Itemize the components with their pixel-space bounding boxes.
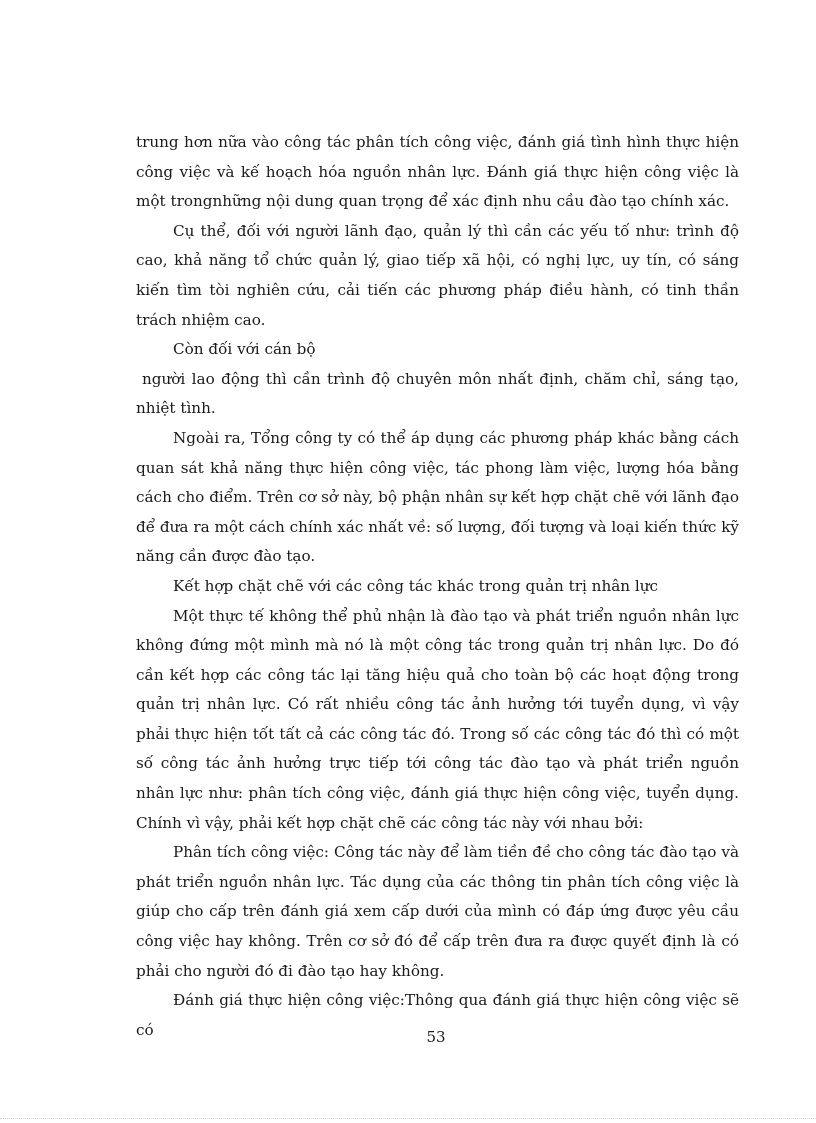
body-text	[136, 128, 739, 1045]
paragraph-job-analysis: Phân tích công việc: Công tác này để làm tiền đề cho công tác đào tạo và phát triển nguồn nhân lực. Tác dụng của các thông tin phân tích công việc là giúp cho cấp trên đánh giá xem cấp dưới của mình có đáp ứng được yêu cầu công việc hay không. Trên cơ sở đó để cấp trên đưa ra được quyết định là có phải cho người đó đi đào tạo hay không.	[136, 843, 739, 980]
paragraph-continuation: trung hơn nữa vào công tác phân tích công việc, đánh giá tình hình thực hiện công việc và kế hoạch hóa nguồn nhân lực. Đánh giá thực hiện công việc là một trongnhững nội dung quan trọng để xác định nhu cầu đào tạo chính xác.	[136, 133, 739, 211]
section-heading-coordination: Kết hợp chặt chẽ với các công tác khác trong quản trị nhân lực	[173, 576, 659, 595]
paragraph-worker-requirements: người lao động thì cần trình độ chuyên môn nhất định, chăm chỉ, sáng tạo, nhiệt tình.	[136, 369, 739, 418]
paragraph-performance-evaluation: Đánh giá thực hiện công việc:Thông qua đánh giá thực hiện công việc sẽ có	[136, 991, 739, 1039]
page-number: 53	[426, 1028, 446, 1046]
paragraph-staff-heading: Còn đối với cán bộ	[173, 340, 316, 359]
paragraph-other-methods: Ngoài ra, Tổng công ty có thể áp dụng các phương pháp khác bằng cách quan sát khả năng thực hiện công việc, tác phong làm việc, lượng hóa bằng cách cho điểm. Trên cơ sở này, bộ phận nhân sự kết hợp chặt chẽ với lãnh đạo để đưa ra một cách chính xác nhất về: số lượng, đối tượng và loại kiến thức kỹ năng cần được đào tạo.	[136, 428, 739, 566]
paragraph-leader-requirements: Cụ thể, đối với người lãnh đạo, quản lý thì cần các yếu tố như: trình độ cao, khả năng tổ chức quản lý, giao tiếp xã hội, có nghị lực, uy tín, có sáng kiến tìm tòi nghiên cứu, cải tiến các phương pháp điều hành, có tinh thần trách nhiệm cao.	[136, 221, 739, 329]
page-bottom-divider	[0, 1118, 816, 1119]
paragraph-coordination: Một thực tế không thể phủ nhận là đào tạo và phát triển nguồn nhân lực không đứng một mình mà nó là một công tác trong quản trị nhân lực. Do đó cần kết hợp các công tác lại tăng hiệu quả cho toàn bộ các hoạt động trong quản trị nhân lực. Có rất nhiều công tác ảnh hưởng tới tuyển dụng, vì vậy phải thực hiện tốt tất cả các công tác đó. Trong số các công tác đó thì có một số công tác ảnh hưởng trực tiếp tới công tác đào tạo và phát triển nguồn nhân lực như: phân tích công việc, đánh giá thực hiện công việc, tuyển dụng. Chính vì vậy, phải kết hợp chặt chẽ các công tác này với nhau bởi:	[136, 606, 739, 832]
